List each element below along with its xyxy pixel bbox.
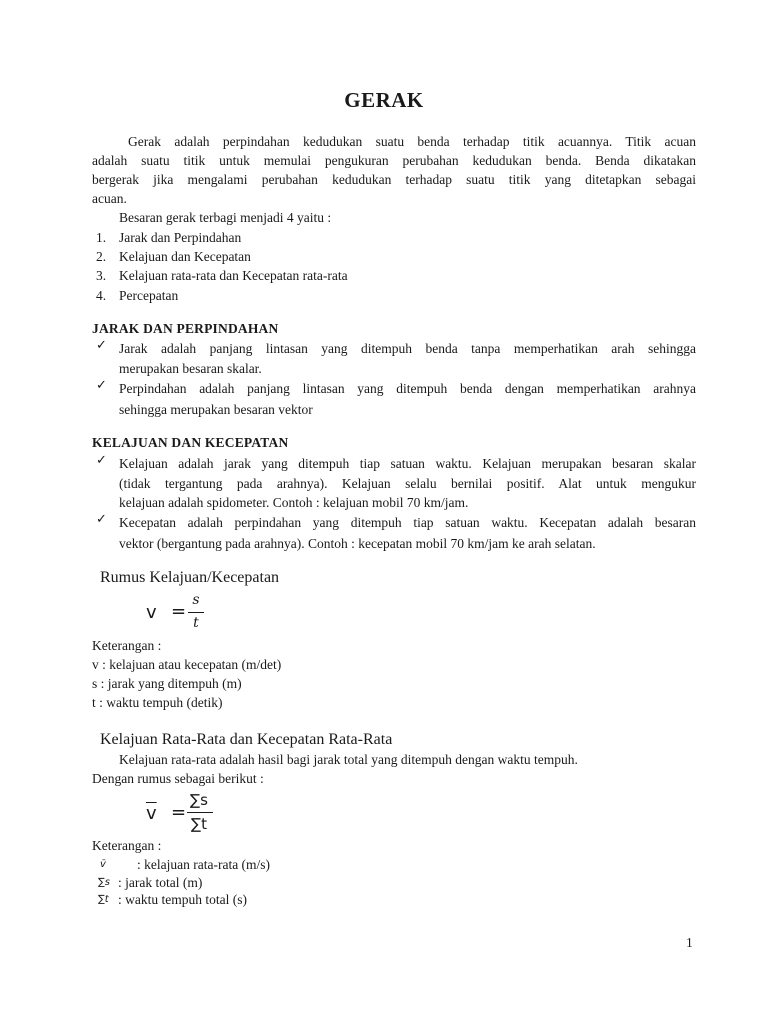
keterangan-item: v : kelajuan atau kecepatan (m/det) xyxy=(92,657,282,672)
intro-line-4: acuan. xyxy=(92,191,127,206)
page-number: 1 xyxy=(686,935,693,950)
fraction-bar xyxy=(187,812,213,813)
section-heading-kelajuan: KELAJUAN DAN KECEPATAN xyxy=(92,435,289,450)
kelajuan-bullet-1-line-3: kelajuan adalah spidometer. Contoh : kelajuan mobil 70 km/jam. xyxy=(119,495,469,510)
fraction-bar xyxy=(188,612,204,613)
checkmark-icon: ✓ xyxy=(96,378,107,393)
intro-line-2: adalah suatu titik untuk memulai pengukuran perubahan kedudukan benda. Benda dikatakan xyxy=(92,153,696,168)
besaran-lead: Besaran gerak terbagi menjadi 4 yaitu : xyxy=(119,210,332,225)
section-heading-jarak: JARAK DAN PERPINDAHAN xyxy=(92,321,279,336)
rata-line-2: Dengan rumus sebagai berikut : xyxy=(92,771,264,786)
subheading-rata-rata: Kelajuan Rata-Rata dan Kecepatan Rata-Rata xyxy=(100,731,393,748)
formula-vbar: $\overline{v}$ xyxy=(146,803,157,824)
list-number: 1. xyxy=(96,230,107,245)
keterangan-item: s : jarak yang ditempuh (m) xyxy=(92,676,242,691)
formula-v: v xyxy=(146,602,157,623)
jarak-bullet-1-line-1: Jarak adalah panjang lintasan yang ditempuh benda tanpa memperhatikan arah sehingga xyxy=(119,341,696,356)
kelajuan-bullet-2-line-2: vektor (bergantung pada arahnya). Contoh : kecepatan mobil 70 km/jam ke arah selatan. xyxy=(119,536,596,551)
kelajuan-bullet-1-line-2: (tidak tergantung pada arahnya). Kelajuan selalu bernilai positif. Alat untuk mengukur xyxy=(119,476,696,491)
jarak-bullet-2-line-1: Perpindahan adalah panjang lintasan yang ditempuh benda dengan memperhatikan arahnya xyxy=(119,381,696,396)
formula-denominator: ∑t xyxy=(191,815,207,833)
symbol-sum-t: ∑t xyxy=(98,894,109,905)
list-item: Kelajuan rata-rata dan Kecepatan rata-rata xyxy=(119,268,348,283)
list-number: 4. xyxy=(96,288,107,303)
list-number: 3. xyxy=(96,268,107,283)
jarak-bullet-1-line-2: merupakan besaran skalar. xyxy=(119,361,262,376)
formula-equals: = xyxy=(171,802,187,823)
jarak-bullet-2-line-2: sehingga merupakan besaran vektor xyxy=(119,402,313,417)
list-item: Jarak dan Perpindahan xyxy=(119,230,242,245)
rata-line-1: Kelajuan rata-rata adalah hasil bagi jarak total yang ditempuh dengan waktu tempuh. xyxy=(119,752,578,767)
keterangan-item: : jarak total (m) xyxy=(118,875,203,890)
list-number: 2. xyxy=(96,249,107,264)
formula-numerator: s xyxy=(192,592,200,608)
checkmark-icon: ✓ xyxy=(96,512,107,527)
keterangan-label: Keterangan : xyxy=(92,638,162,653)
list-item: Kelajuan dan Kecepatan xyxy=(119,249,251,264)
symbol-vbar: v̄ xyxy=(100,859,106,870)
formula-denominator: t xyxy=(193,615,199,631)
page-title: GERAK xyxy=(344,88,424,112)
keterangan-item: t : waktu tempuh (detik) xyxy=(92,695,223,710)
kelajuan-bullet-2-line-1: Kecepatan adalah perpindahan yang ditempuh tiap satuan waktu. Kecepatan adalah besaran xyxy=(119,515,696,530)
intro-line-3: bergerak jika mengalami perubahan kedudukan terhadap suatu titik yang ditetapkan sebagai xyxy=(92,172,696,187)
symbol-sum-s: ∑s xyxy=(98,877,110,888)
intro-line-1: Gerak adalah perpindahan kedudukan suatu benda terhadap titik acuannya. Titik acuan xyxy=(128,134,696,149)
checkmark-icon: ✓ xyxy=(96,338,107,353)
formula-equals: = xyxy=(171,601,187,622)
checkmark-icon: ✓ xyxy=(96,453,107,468)
list-item: Percepatan xyxy=(119,288,179,303)
keterangan-item: : waktu tempuh total (s) xyxy=(118,892,247,907)
subheading-rumus: Rumus Kelajuan/Kecepatan xyxy=(100,569,280,586)
keterangan-item: : kelajuan rata-rata (m/s) xyxy=(137,857,271,872)
formula-numerator: ∑s xyxy=(190,791,208,809)
keterangan-label: Keterangan : xyxy=(92,838,162,853)
kelajuan-bullet-1-line-1: Kelajuan adalah jarak yang ditempuh tiap satuan waktu. Kelajuan merupakan besaran skalar xyxy=(119,456,696,471)
